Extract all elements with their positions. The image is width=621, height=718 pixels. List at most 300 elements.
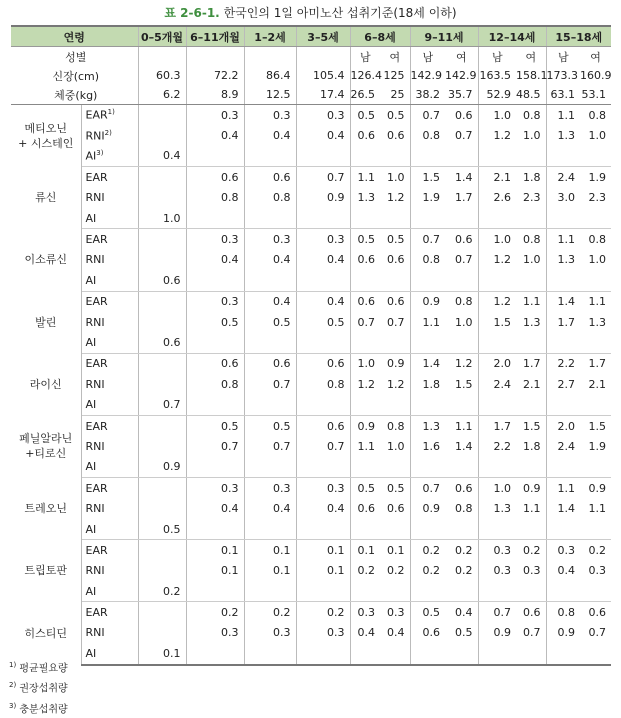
value-cell: 1.0 (493, 233, 512, 247)
indicator-label (81, 105, 138, 126)
value-cell (546, 394, 580, 415)
value-cell (445, 519, 478, 540)
indicator-text: AI (85, 149, 97, 163)
indicator-text: RNI (85, 377, 105, 391)
value-cell: 1.2 (493, 295, 512, 309)
value-cell: 0.1 (296, 540, 350, 561)
value-cell: 2.3 (516, 188, 546, 208)
value-cell: 1.1 (588, 295, 607, 309)
value-cell (186, 332, 244, 353)
value-cell: 0.3 (186, 478, 244, 499)
value-cell: 160.9 (580, 69, 612, 82)
value-cell: 0.9 (357, 419, 376, 433)
value-cell: 0.8 (445, 498, 478, 518)
data-row (11, 623, 611, 643)
value-cell: 1.6 (422, 439, 441, 453)
value-cell: 53.1 (580, 85, 611, 105)
value-cell (350, 146, 380, 167)
value-cell (380, 332, 410, 353)
value-cell: 1.0 (588, 129, 607, 143)
value-cell: 158.1 (516, 66, 546, 85)
value-cell (296, 332, 350, 353)
value-cell: 0.9 (588, 481, 607, 495)
value-cell (138, 623, 186, 643)
value-cell: 0.4 (357, 626, 376, 640)
footnote-mark: 1) (9, 661, 17, 669)
value-cell (445, 208, 478, 229)
footnote-text: 권장섭취량 (19, 683, 68, 695)
indicator-label (81, 250, 138, 270)
data-row (11, 105, 611, 126)
value-cell: 1.8 (516, 167, 546, 188)
value-cell: 3.0 (557, 191, 576, 205)
value-cell: 0.5 (422, 606, 441, 620)
data-row (11, 436, 611, 456)
value-cell (350, 643, 380, 664)
value-cell: 0.7 (357, 315, 376, 329)
indicator-label (81, 353, 138, 374)
data-row (11, 519, 611, 540)
value-cell (580, 394, 611, 415)
value-cell: 0.4 (296, 125, 350, 145)
indicator-label (81, 394, 138, 415)
amino-acid-name (11, 291, 81, 353)
data-row (11, 457, 611, 478)
value-cell: 0.4 (244, 125, 296, 145)
value-cell: 1.3 (422, 419, 441, 433)
indicator-label (81, 581, 138, 602)
value-cell: 0.9 (380, 353, 410, 374)
value-cell: 0.5 (357, 233, 376, 247)
value-cell: 0.5 (186, 312, 244, 332)
value-cell (138, 478, 186, 499)
data-row (11, 581, 611, 602)
sex-cell (244, 47, 296, 67)
value-cell (138, 105, 186, 126)
sex-cell: 남 (557, 50, 569, 64)
value-cell (516, 643, 546, 664)
data-row (11, 478, 611, 499)
value-cell: 1.4 (445, 167, 478, 188)
sex-cell: 남 (422, 50, 434, 64)
header-age-group: 12–14세 (478, 26, 546, 47)
value-cell: 1.1 (422, 315, 441, 329)
indicator-label (81, 478, 138, 499)
indicator-text: AI (85, 335, 97, 349)
indicator-label (81, 374, 138, 394)
amino-acid-name-line: 트립토판 (24, 564, 67, 578)
value-cell (138, 602, 186, 623)
value-cell (186, 581, 244, 602)
data-row (11, 312, 611, 332)
indicator-text: RNI (85, 315, 105, 329)
value-cell (445, 332, 478, 353)
value-cell (138, 188, 186, 208)
amino-acid-name-line: 발린 (35, 315, 57, 329)
value-cell: 163.5 (479, 69, 512, 82)
data-row (11, 332, 611, 353)
value-cell: 0.6 (296, 353, 350, 374)
value-cell (410, 146, 445, 167)
value-cell (580, 146, 611, 167)
value-cell: 0.3 (296, 478, 350, 499)
data-row (11, 291, 611, 312)
value-cell: 86.4 (244, 66, 296, 85)
value-cell (296, 394, 350, 415)
value-cell: 142.9 (410, 69, 443, 82)
value-cell: 0.6 (445, 229, 478, 250)
value-cell (445, 394, 478, 415)
value-cell: 0.4 (138, 146, 186, 167)
value-cell: 0.5 (357, 481, 376, 495)
value-cell: 0.6 (357, 129, 376, 143)
value-cell: 1.9 (422, 191, 441, 205)
amino-acid-name (11, 540, 81, 602)
value-cell (580, 457, 611, 478)
value-cell: 1.7 (557, 315, 576, 329)
footnote-ref: 1) (107, 108, 115, 117)
amino-acid-name (11, 105, 81, 167)
value-cell: 0.2 (186, 602, 244, 623)
value-cell: 105.4 (296, 66, 350, 85)
value-cell: 1.7 (493, 419, 512, 433)
indicator-text: EAR (85, 233, 108, 247)
value-cell: 6.2 (138, 85, 186, 105)
amino-acid-name (11, 167, 81, 229)
value-cell: 1.0 (588, 253, 607, 267)
data-row (11, 415, 611, 436)
value-cell: 0.2 (445, 540, 478, 561)
value-cell (244, 208, 296, 229)
value-cell (445, 270, 478, 291)
sex-cell: 여 (516, 47, 546, 67)
value-cell: 1.1 (557, 481, 576, 495)
demographic-label: 체중(kg) (11, 85, 138, 105)
value-cell: 0.6 (296, 415, 350, 436)
value-cell: 0.8 (588, 233, 607, 247)
indicator-label (81, 270, 138, 291)
value-cell: 0.6 (445, 478, 478, 499)
amino-acid-name (11, 602, 81, 665)
value-cell: 0.5 (380, 478, 410, 499)
value-cell (478, 457, 516, 478)
value-cell: 0.4 (380, 623, 410, 643)
value-cell (445, 643, 478, 664)
value-cell (138, 540, 186, 561)
value-cell (516, 332, 546, 353)
value-cell: 1.4 (557, 295, 576, 309)
value-cell: 0.7 (493, 606, 512, 620)
indicator-label (81, 125, 138, 145)
value-cell: 0.6 (380, 250, 410, 270)
value-cell: 1.7 (445, 188, 478, 208)
value-cell: 2.2 (557, 357, 576, 371)
data-row (11, 188, 611, 208)
value-cell: 1.3 (588, 315, 607, 329)
header-age-group: 6–8세 (350, 26, 410, 47)
value-cell (138, 167, 186, 188)
footnote-ref: 3) (96, 149, 104, 158)
value-cell (410, 208, 445, 229)
amino-acid-name (11, 229, 81, 291)
value-cell: 48.5 (516, 85, 546, 105)
value-cell: 0.3 (186, 229, 244, 250)
table-caption (0, 4, 621, 21)
value-cell (244, 394, 296, 415)
value-cell: 0.8 (588, 108, 607, 122)
data-row (11, 250, 611, 270)
value-cell: 0.1 (296, 561, 350, 581)
indicator-text: EAR (85, 606, 108, 620)
indicator-label (81, 229, 138, 250)
value-cell: 0.7 (296, 436, 350, 456)
amino-acid-name-line: 류신 (35, 191, 57, 205)
value-cell: 0.6 (357, 253, 376, 267)
value-cell: 0.6 (380, 125, 410, 145)
indicator-label (81, 291, 138, 312)
value-cell (138, 229, 186, 250)
value-cell (186, 643, 244, 664)
value-cell (244, 270, 296, 291)
value-cell: 1.2 (357, 377, 376, 391)
value-cell (516, 208, 546, 229)
demographic-row (11, 85, 611, 105)
indicator-text: AI (85, 522, 97, 536)
value-cell (580, 208, 611, 229)
indicator-text: AI (85, 211, 97, 225)
value-cell (244, 146, 296, 167)
value-cell (244, 519, 296, 540)
value-cell: 0.3 (296, 105, 350, 126)
value-cell: 1.2 (493, 129, 512, 143)
value-cell: 1.3 (357, 191, 376, 205)
value-cell (478, 519, 516, 540)
value-cell: 1.1 (445, 415, 478, 436)
indicator-label (81, 602, 138, 623)
value-cell: 0.5 (186, 415, 244, 436)
indicator-text: RNI (85, 502, 105, 516)
value-cell: 0.1 (244, 561, 296, 581)
value-cell: 0.3 (296, 229, 350, 250)
value-cell: 0.7 (422, 233, 441, 247)
value-cell: 1.1 (516, 291, 546, 312)
footnote (9, 677, 68, 697)
value-cell: 1.5 (493, 315, 512, 329)
header-age-group: 1–2세 (244, 26, 296, 47)
value-cell (296, 581, 350, 602)
value-cell (244, 581, 296, 602)
value-cell (410, 332, 445, 353)
indicator-text: RNI (85, 253, 105, 267)
value-cell (516, 146, 546, 167)
value-cell: 2.1 (493, 170, 512, 184)
value-cell: 0.2 (516, 540, 546, 561)
value-cell: 0.5 (357, 108, 376, 122)
value-cell: 26.5 (350, 85, 380, 105)
value-cell: 1.5 (516, 415, 546, 436)
value-cell (478, 208, 516, 229)
value-cell (478, 643, 516, 664)
indicator-label (81, 167, 138, 188)
value-cell: 1.2 (380, 188, 410, 208)
value-cell: 1.1 (357, 170, 376, 184)
value-cell: 1.0 (493, 108, 512, 122)
value-cell: 0.6 (138, 332, 186, 353)
value-cell: 0.5 (244, 415, 296, 436)
value-cell: 0.7 (422, 108, 441, 122)
value-cell: 0.3 (516, 561, 546, 581)
demographic-row (11, 66, 611, 85)
value-cell (350, 581, 380, 602)
value-cell: 0.5 (380, 105, 410, 126)
value-cell: 0.5 (244, 312, 296, 332)
value-cell: 38.2 (410, 85, 445, 105)
footnotes (9, 657, 68, 718)
value-cell: 0.3 (186, 291, 244, 312)
value-cell (546, 332, 580, 353)
value-cell (380, 581, 410, 602)
value-cell: 1.2 (445, 353, 478, 374)
value-cell: 0.1 (186, 540, 244, 561)
value-cell (350, 457, 380, 478)
value-cell: 17.4 (296, 85, 350, 105)
indicator-text: AI (85, 398, 97, 412)
value-cell (580, 270, 611, 291)
value-cell: 0.7 (296, 167, 350, 188)
value-cell (138, 436, 186, 456)
value-cell: 2.4 (493, 377, 512, 391)
amino-acid-name-line: 페닐알라닌 (19, 432, 73, 446)
value-cell (546, 519, 580, 540)
value-cell (296, 208, 350, 229)
value-cell: 0.4 (186, 498, 244, 518)
value-cell: 0.4 (186, 250, 244, 270)
value-cell: 0.2 (422, 564, 441, 578)
value-cell (410, 270, 445, 291)
indicator-label (81, 561, 138, 581)
value-cell (138, 374, 186, 394)
footnote-text: 충분섭취량 (19, 703, 68, 715)
indicator-text: EAR (85, 357, 108, 371)
amino-acid-name (11, 478, 81, 540)
value-cell (410, 581, 445, 602)
value-cell: 0.7 (244, 374, 296, 394)
value-cell: 1.5 (588, 419, 607, 433)
indicator-label (81, 643, 138, 664)
value-cell (478, 146, 516, 167)
value-cell (546, 146, 580, 167)
value-cell: 0.3 (186, 623, 244, 643)
value-cell: 0.3 (493, 543, 512, 557)
value-cell (478, 270, 516, 291)
value-cell (296, 519, 350, 540)
value-cell: 0.2 (588, 543, 607, 557)
value-cell: 0.6 (244, 353, 296, 374)
value-cell: 0.3 (244, 478, 296, 499)
value-cell: 1.0 (516, 125, 546, 145)
value-cell (138, 415, 186, 436)
value-cell: 52.9 (478, 85, 516, 105)
indicator-text: AI (85, 273, 97, 287)
value-cell: 0.7 (244, 436, 296, 456)
value-cell (410, 457, 445, 478)
value-cell: 0.1 (244, 540, 296, 561)
value-cell (546, 270, 580, 291)
value-cell (516, 270, 546, 291)
value-cell: 0.7 (422, 481, 441, 495)
amino-acid-name-line: 이소류신 (24, 253, 67, 267)
sex-cell (186, 47, 244, 67)
value-cell: 173.3 (546, 69, 579, 82)
demographic-label: 신장(cm) (11, 66, 138, 85)
amino-acid-name-line: 트레오닌 (24, 502, 67, 516)
sex-cell: 남 (491, 50, 503, 64)
value-cell: 0.8 (516, 229, 546, 250)
value-cell: 1.0 (380, 167, 410, 188)
value-cell: 0.7 (186, 436, 244, 456)
value-cell (546, 581, 580, 602)
value-cell: 125 (380, 66, 410, 85)
value-cell: 2.6 (493, 191, 512, 205)
data-row (11, 208, 611, 229)
value-cell (244, 457, 296, 478)
header-age-group: 6–11개월 (186, 26, 244, 47)
amino-acid-name-line: 메티오닌 (24, 121, 67, 135)
indicator-text: AI (85, 460, 97, 474)
value-cell: 0.2 (445, 561, 478, 581)
value-cell: 63.1 (546, 85, 580, 105)
indicator-label (81, 457, 138, 478)
demographics-section (11, 47, 611, 105)
table-number: 표 2-6-1. (164, 6, 220, 20)
value-cell: 2.0 (493, 357, 512, 371)
value-cell (580, 332, 611, 353)
value-cell: 0.3 (588, 564, 607, 578)
header-age-group: 9–11세 (410, 26, 478, 47)
value-cell (516, 394, 546, 415)
indicator-label (81, 540, 138, 561)
value-cell: 0.8 (445, 291, 478, 312)
value-cell: 0.6 (244, 167, 296, 188)
amino-acid-table (11, 25, 611, 666)
sex-cell: 남 (359, 50, 371, 64)
value-cell: 1.3 (557, 253, 576, 267)
value-cell (380, 643, 410, 664)
value-cell: 0.4 (296, 250, 350, 270)
value-cell: 0.9 (422, 295, 441, 309)
value-cell: 0.2 (296, 602, 350, 623)
header-age-group: 0–5개월 (138, 26, 186, 47)
value-cell: 0.1 (380, 540, 410, 561)
footnote-text: 평균필요량 (19, 663, 68, 675)
value-cell (380, 394, 410, 415)
value-cell: 0.9 (557, 626, 576, 640)
value-cell (138, 291, 186, 312)
value-cell: 0.4 (557, 564, 576, 578)
value-cell (380, 146, 410, 167)
value-cell (380, 457, 410, 478)
value-cell: 12.5 (244, 85, 296, 105)
value-cell: 1.8 (516, 436, 546, 456)
amino-acid-name-line: + 시스테인 (18, 136, 74, 150)
indicator-label (81, 415, 138, 436)
value-cell (186, 519, 244, 540)
demographic-row (11, 47, 611, 67)
data-row (11, 602, 611, 623)
value-cell: 1.1 (557, 233, 576, 247)
indicator-label (81, 623, 138, 643)
value-cell (380, 208, 410, 229)
